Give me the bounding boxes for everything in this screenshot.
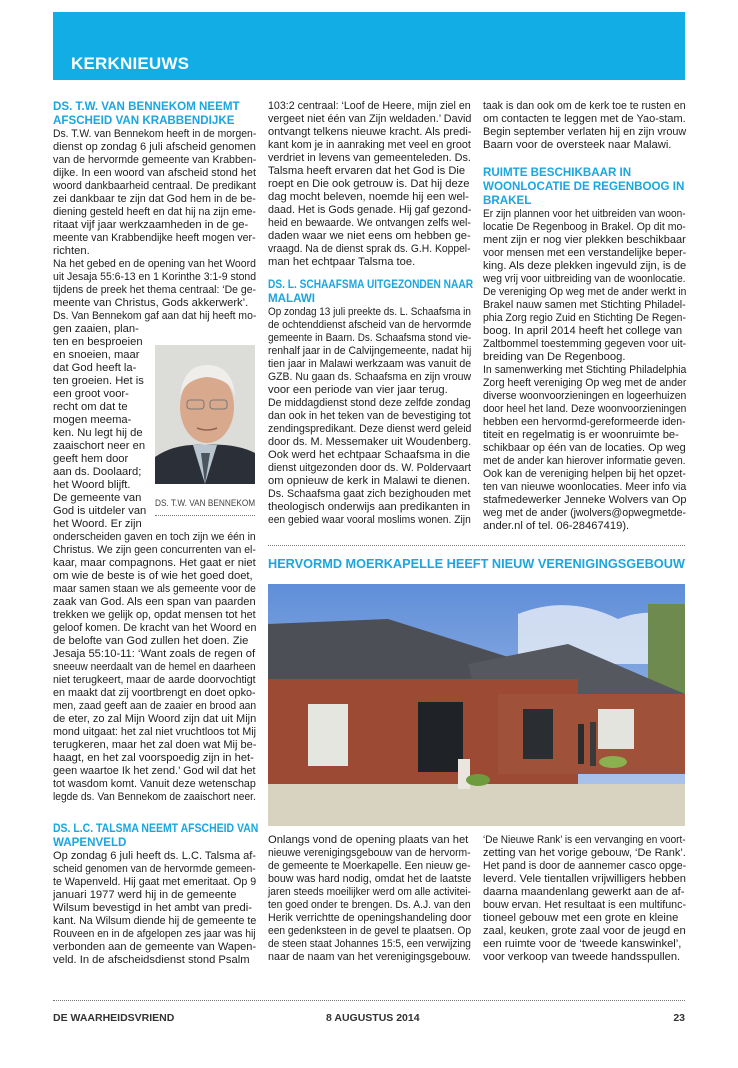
body-text-line: gen zaaien, plan- bbox=[53, 323, 139, 335]
body-text-line: een gedenksteen in de gevel te plaatsen. Op bbox=[268, 925, 472, 937]
body-text-line: daden waar we niet eens om hebben ge- bbox=[268, 230, 471, 242]
body-text-line: ten van nieuwe woonlocaties. Meer info via bbox=[483, 481, 687, 493]
body-text-line: tien jaar in Malawi werkzaam was vanuit de bbox=[268, 358, 472, 370]
footer-date: 8 AUGUSTUS 2014 bbox=[326, 1012, 420, 1024]
body-text-line: king. Als deze plekken ingevuld zijn, is de bbox=[483, 260, 687, 272]
body-text-line: tijdens de preek het thema centraal: ‘De ge- bbox=[53, 284, 257, 296]
body-text-line: meente van Krabbendijke heeft mogen ver- bbox=[53, 232, 256, 244]
body-text-line: een gebied waar vooral moslims wonen. Zijn bbox=[268, 514, 471, 526]
body-text-line: man het echtpaar Talsma toe. bbox=[268, 256, 416, 268]
body-text-line: ten en besproeien bbox=[53, 336, 143, 348]
body-text-line: dienst op zondag 6 juli afscheid genomen bbox=[53, 141, 256, 153]
body-text-line: ken. Nu legt hij de bbox=[53, 427, 143, 439]
body-text-line: renhalf jaar in de Calvijngemeente, nadat hij bbox=[268, 345, 472, 357]
body-text-line: mogen meema- bbox=[53, 414, 132, 426]
body-text-line: Rouveen en in de afgelopen zes jaar was hij bbox=[53, 928, 256, 940]
section-divider bbox=[268, 545, 685, 546]
body-text-line: voor verkoop van tweede handsspullen. bbox=[483, 951, 681, 963]
body-text-line: kaar, maar compagnons. Het gaat er niet bbox=[53, 557, 256, 569]
body-text-line: Brakel nauw samen met Stichting Philadel- bbox=[483, 299, 686, 311]
body-text-line: Wilsum bevestigd in het ambt van predi- bbox=[53, 902, 252, 914]
body-text-line: dienst uitgezonden door ds. W. Poldervaart bbox=[268, 462, 471, 474]
body-text-line: een groot voor- bbox=[53, 388, 129, 400]
body-text-line: ander.nl of tel. 06-28467419). bbox=[483, 520, 630, 532]
body-text-line: nieuwe verenigingsgebouw van de hervorm- bbox=[268, 847, 471, 859]
article-talsma bbox=[53, 822, 258, 967]
body-text-line: vraagd. Na de dienst sprak ds. G.H. Koppel- bbox=[268, 243, 471, 255]
body-text-line: locatie De Regenboog in Brakel. Op dit mo- bbox=[483, 221, 686, 233]
footer-divider bbox=[53, 1000, 685, 1001]
article-moerkapelle-left bbox=[268, 834, 473, 964]
body-text-line: zei dankbaar te zijn dat God hem in de be- bbox=[53, 193, 256, 205]
body-text-line: van de hervormde gemeente van Krabben- bbox=[53, 154, 257, 166]
body-text-line: de belofte van God zullen het doen. Zie bbox=[53, 635, 249, 647]
body-text-line: diverse woonvoorzieningen en logeerhuizen bbox=[483, 390, 687, 402]
body-text-line: woord dankbaarheid centraal. De predikant bbox=[53, 180, 256, 192]
body-text-line: door ds. M. Messemaker uit Woudenberg. bbox=[268, 436, 472, 448]
article-schaafsma-continued bbox=[483, 100, 688, 152]
body-text-line: met de ander kan hierover informatie geven. bbox=[483, 455, 686, 467]
body-text-line: de eter, zo zal Mijn Woord zijn dat uit Mijn bbox=[53, 713, 257, 725]
body-text-line: en snoeien, maar bbox=[53, 349, 140, 361]
body-text-line: ment zijn er nog vier plekken beschikbaar bbox=[483, 234, 686, 246]
body-text-line: heid en bewaarde. We ontvangen zelfs wel- bbox=[268, 217, 471, 229]
body-text-line: Ds. Schaafsma gaat zich bezighouden met bbox=[268, 488, 471, 500]
body-text-line: de gemeente te Moerkapelle. Een nieuw ge- bbox=[268, 860, 471, 872]
article-heading-moerkapelle: HERVORMD MOERKAPELLE HEEFT NIEUW VERENIGINGSGEBOUW bbox=[268, 556, 685, 571]
body-text-line: gemeente in Baarn. Ds. Schaafsma stond vie- bbox=[268, 332, 472, 344]
article-heading-line: DS. T.W. VAN BENNEKOM NEEMT bbox=[53, 100, 240, 113]
body-text-line: Het pand is door de aannemer casco opge- bbox=[483, 860, 687, 872]
body-text-line: Zorg heeft vereniging Op weg met de ander bbox=[483, 377, 687, 389]
section-title: KERKNIEUWS bbox=[71, 54, 190, 73]
photo-caption: DS. T.W. VAN BENNEKOM bbox=[155, 498, 256, 508]
caption-divider bbox=[155, 515, 255, 516]
body-text-line: zaak van God. Als een span van paarden bbox=[53, 596, 256, 608]
body-text-line: Ds. Van Bennekom gaf aan dat hij heeft mo- bbox=[53, 310, 257, 322]
body-text-line: Christus. We zijn geen concurrenten van el- bbox=[53, 544, 256, 556]
body-text-line: Talsma heeft ervaren dat het God is Die bbox=[268, 165, 466, 177]
article-heading-line: BRAKEL bbox=[483, 194, 532, 207]
article-moerkapelle-right bbox=[483, 834, 688, 964]
body-text-line: weg vrij voor uitbreiding van de woonlocatie. bbox=[483, 273, 686, 285]
body-text-line: boog. In april 2014 heeft het college van bbox=[483, 325, 683, 337]
body-text-line: weg met de ander (jwolvers@opwegmetde- bbox=[483, 507, 686, 519]
body-text-line: een ruimte voor de ‘tweede kanswinkel’, bbox=[483, 938, 682, 950]
body-text-line: geen waartoe Ik het zend.’ God wil dat het bbox=[53, 765, 256, 777]
body-text-line: mond uitgaat: het zal niet vruchtloos tot Mij bbox=[53, 726, 257, 738]
body-text-line: ten groeien. Het is bbox=[53, 375, 144, 387]
body-text-line: Herik verrichtte de openingshandeling door bbox=[268, 912, 472, 924]
body-text-line: De gemeente van bbox=[53, 492, 142, 504]
body-text-line: ‘De Nieuwe Rank’ is een vervanging en voort- bbox=[483, 834, 686, 846]
body-text-line: Ds. T.W. van Bennekom heeft in de morgen- bbox=[53, 128, 257, 140]
body-text-line: dijke. In een woord van afscheid stond het bbox=[53, 167, 256, 179]
body-text-line: hebben een hervormd-gereformeerde iden- bbox=[483, 416, 686, 428]
body-text-line: Baarn voor de oversteek naar Malawi. bbox=[483, 139, 672, 151]
body-text-line: dat God heeft la- bbox=[53, 362, 137, 374]
body-text-line: naar de naam van het verenigingsgebouw. bbox=[268, 951, 471, 963]
body-text-line: Er zijn plannen voor het uitbreiden van woon- bbox=[483, 208, 686, 220]
body-text-line: verdriet in levens van gemeenteleden. Ds. bbox=[268, 152, 471, 164]
body-text-line: 103:2 centraal: ‘Loof de Heere, mijn ziel en bbox=[268, 100, 471, 112]
body-text-line: tioneel gebouw met een grote en kleine bbox=[483, 912, 679, 924]
body-text-line: om opnieuw de kerk in Malawi te dienen. bbox=[268, 475, 471, 487]
body-text-line: om contacten te leggen met de Yao-stam. bbox=[483, 113, 686, 125]
article-heading-line: DS. L.C. TALSMA NEEMT AFSCHEID VAN bbox=[53, 822, 259, 835]
body-text-line: januari 1977 werd hij in de gemeente bbox=[53, 889, 237, 901]
body-text-line: voor een periode van vier jaar terug. bbox=[268, 384, 448, 396]
body-text-line: dan ook in het teken van de bevestiging tot bbox=[268, 410, 471, 422]
body-text-line: In samenwerking met Stichting Philadelphia bbox=[483, 364, 687, 376]
article-talsma-continued bbox=[268, 100, 473, 269]
body-text-line: onderscheiden gaven en toch zijn we één in bbox=[53, 531, 256, 543]
body-text-line: het Woord. Er zijn bbox=[53, 518, 142, 530]
article-schaafsma bbox=[268, 278, 473, 527]
body-text-line: leverd. Vele tientallen vrijwilligers hebben bbox=[483, 873, 686, 885]
portrait-photo-bennekom bbox=[155, 345, 255, 484]
body-text-line: bouw was hard nodig, omdat het de laatste bbox=[268, 873, 472, 885]
body-text-line: bouw ervan. Het resultaat is een multifunc- bbox=[483, 899, 687, 911]
article-heading-line: WOONLOCATIE DE REGENBOOG IN bbox=[483, 180, 685, 193]
body-text-line: door heel het land. Deze woonvoorzieningen bbox=[483, 403, 687, 415]
body-text-line: niet terugkeert, maar de aarde doorvochtigt bbox=[53, 674, 256, 686]
body-text-line: zaaischort neer en bbox=[53, 440, 146, 452]
body-text-line: uit Jesaja 55:6-13 en 1 Korinthe 3:1-9 stond bbox=[53, 271, 257, 283]
body-text-line: zetting van het vorige gebouw, ‘De Rank’. bbox=[483, 847, 686, 859]
body-text-line: verbonden aan de gemeente van Wapen- bbox=[53, 941, 257, 953]
body-text-line: te Wapenveld. Hij gaat met emeritaat. Op 9 bbox=[53, 876, 257, 888]
body-text-line: breiding van De Regenboog. bbox=[483, 351, 626, 363]
body-text-line: theologisch onderwijs aan predikanten in bbox=[268, 501, 471, 513]
body-text-line: de ochtenddienst afscheid van de hervormde bbox=[268, 319, 472, 331]
body-text-line: diening gesteld heeft en dat hij na zijn eme- bbox=[53, 206, 256, 218]
body-text-line: om wie de beste is of wie het goed doet, bbox=[53, 570, 253, 582]
body-text-line: het Woord blijft. bbox=[53, 479, 131, 491]
body-text-line: Ook werd het echtpaar Schaafsma in die bbox=[268, 449, 471, 461]
body-text-line: de steen staat Johannes 15:5, een verwijzing bbox=[268, 938, 471, 950]
body-text-line: Zaltbommel toestemming gegeven voor uit- bbox=[483, 338, 687, 350]
body-text-line: Begin september verlaten hij en zijn vrouw bbox=[483, 126, 687, 138]
body-text-line: phia Zorg regio Zuid en Stichting De Regen- bbox=[483, 312, 686, 324]
body-text-line: kant. Na Wilsum diende hij de gemeente te bbox=[53, 915, 257, 927]
article-heading-line: RUIMTE BESCHIKBAAR IN bbox=[483, 166, 632, 179]
body-text-line: taak is dan ook om de kerk toe te rusten en bbox=[483, 100, 686, 112]
body-text-line: men, zaad geeft aan de zaaier en brood aan bbox=[53, 700, 257, 712]
body-text-line: geloof komen. De kracht van het Woord en bbox=[53, 622, 257, 634]
body-text-line: Op zondag 13 juli preekte ds. L. Schaafsma in bbox=[268, 306, 471, 318]
body-text-line: Op zondag 6 juli heeft ds. L.C. Talsma af- bbox=[53, 850, 257, 862]
body-text-line: Ook kan de vereniging helpen bij het opzet- bbox=[483, 468, 686, 480]
article-heading-line: WAPENVELD bbox=[53, 836, 127, 849]
article-heading-line: AFSCHEID VAN KRABBENDIJKE bbox=[53, 114, 235, 127]
article-heading-line: MALAWI bbox=[268, 292, 316, 305]
body-text-line: ritaat vijf jaar werkzaamheden in de ge- bbox=[53, 219, 249, 231]
body-text-line: scheid genomen van de hervormde gemeen- bbox=[53, 863, 256, 875]
body-text-line: De middagdienst stond deze zelfde zondag bbox=[268, 397, 471, 409]
body-text-line: geeft hem door bbox=[53, 453, 129, 465]
body-text-line: daad. Het is Gods genade. Hij gaf gezond- bbox=[268, 204, 472, 216]
body-text-line: tot wasdom komt. Vanuit deze wetenschap bbox=[53, 778, 256, 790]
body-text-line: jaren steeds moeilijker werd om alle activitei- bbox=[268, 886, 471, 898]
body-text-line: richten. bbox=[53, 245, 90, 257]
article-heading-line: DS. L. SCHAAFSMA UITGEZONDEN NAAR bbox=[268, 278, 474, 291]
building-photo bbox=[268, 584, 685, 826]
footer-publication: DE WAARHEIDSVRIEND bbox=[53, 1012, 175, 1024]
body-text-line: voor mensen met een verstandelijke beper- bbox=[483, 247, 687, 259]
body-text-line: Na het gebed en de opening van het Woord bbox=[53, 258, 256, 270]
body-text-line: De vereniging Op weg met de ander werkt in bbox=[483, 286, 687, 298]
body-text-line: vergeet niet één van Zijn weldaden.’ David bbox=[268, 113, 472, 125]
body-text-line: Jesaja 55:10-11: ‘Want zoals de regen of bbox=[53, 648, 256, 660]
body-text-line: schikbaar op één van de locaties. Op weg bbox=[483, 442, 686, 454]
body-text-line: Onlangs vond de opening plaats van het bbox=[268, 834, 469, 846]
body-text-line: kant kom je in aanraking met veel en groot bbox=[268, 139, 471, 151]
body-text-line: aan ds. Doolaard; bbox=[53, 466, 142, 478]
body-text-line: meente van Christus, Gods akkerwerk’. bbox=[53, 297, 249, 309]
body-text-line: GZB. Nu gaan ds. Schaafsma en zijn vrouw bbox=[268, 371, 472, 383]
footer-page-number: 23 bbox=[673, 1012, 685, 1024]
body-text-line: zendingspredikant. Deze dienst werd geleid bbox=[268, 423, 472, 435]
body-text-line: God is uitdeler van bbox=[53, 505, 147, 517]
body-text-line: stafmedewerker Jenneke Wolvers van Op bbox=[483, 494, 687, 506]
body-text-line: haagt, en het zal voorspoedig zijn in het- bbox=[53, 752, 254, 764]
body-text-line: ten goed onder te brengen. Ds. A.J. van den bbox=[268, 899, 471, 911]
section-header-bar bbox=[53, 12, 685, 80]
body-text-line: dag mocht beleven, noemde hij een wel- bbox=[268, 191, 469, 203]
body-text-line: roept en Die ook getrouw is. Dat hij deze bbox=[268, 178, 470, 190]
body-text-line: sneeuw neerdaalt van de hemel en daarheen bbox=[53, 661, 256, 673]
article-regenboog bbox=[483, 166, 688, 533]
body-text-line: maar samen staan we als gemeente voor de bbox=[53, 583, 256, 595]
body-text-line: daarna maandenlang gewerkt aan de af- bbox=[483, 886, 685, 898]
body-text-line: legde ds. Van Bennekom de zaaischort neer. bbox=[53, 791, 256, 803]
body-text-line: zaal, keuken, grote zaal voor de jeugd en bbox=[483, 925, 686, 937]
body-text-line: titeit en regelmatig is er woonruimte be- bbox=[483, 429, 679, 441]
body-text-line: en maakt dat zij voortbrengt en doet opko- bbox=[53, 687, 256, 699]
body-text-line: ontvangt telkens nieuwe kracht. Als predi- bbox=[268, 126, 472, 138]
body-text-line: veld. In de afscheidsdienst stond Psalm bbox=[53, 954, 250, 966]
body-text-line: terugkeren, maar het zal doen wat Mij be- bbox=[53, 739, 257, 751]
body-text-line: recht om dat te bbox=[53, 401, 128, 413]
body-text-line: trekken we gelijk op, opdat mensen tot het bbox=[53, 609, 256, 621]
